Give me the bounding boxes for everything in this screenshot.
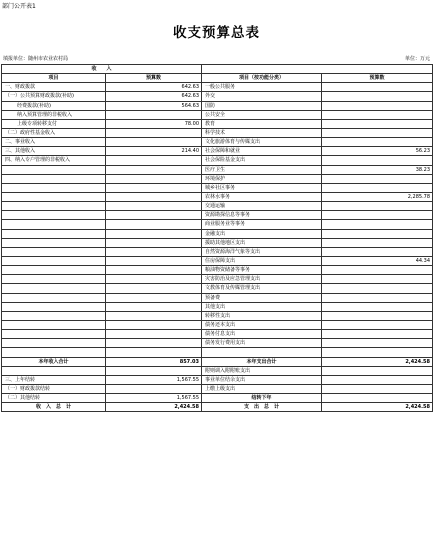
income-item [2,293,106,302]
expense-item: 文化旅游体育与传媒支出 [202,138,322,147]
table-row [2,119,433,128]
expense-item: 社会保险基金支出 [202,156,322,165]
expense-value: 2,424.58 [322,403,433,412]
income-value [106,174,202,183]
expense-item: 债务发行费用支出 [202,339,322,348]
table-row [2,110,433,119]
income-item [2,339,106,348]
income-item: 四、纳入专户管理的非税收入 [2,156,106,165]
income-item [2,302,106,311]
table-row [2,394,433,403]
expense-value [322,128,433,137]
income-item [2,202,106,211]
income-item [2,311,106,320]
income-value [106,138,202,147]
expense-value [322,375,433,384]
expense-item: 一般公共服务 [202,83,322,92]
income-item [2,247,106,256]
expense-value [322,202,433,211]
income-item: 二、事业收入 [2,138,106,147]
income-value [106,128,202,137]
income-value [106,330,202,339]
table-row [2,366,433,375]
income-value [106,275,202,284]
col-budget-right-header: 预算数 [322,74,433,83]
table-header [2,74,433,83]
income-value [106,229,202,238]
expense-value [322,394,433,403]
col-item-header: 项目 [2,74,106,83]
income-item: （二）政府性基金收入 [2,128,106,137]
expense-item: 本年支出合计 [202,357,322,366]
table-row [2,330,433,339]
expense-value [322,174,433,183]
income-item: 纳入预算管理的非税收入 [2,110,106,119]
income-value: 642.63 [106,92,202,101]
income-value [106,156,202,165]
table-row [2,138,433,147]
income-item [2,229,106,238]
income-item: 三、其他收入 [2,147,106,156]
income-value [106,183,202,192]
income-item: 经费拨款(补助) [2,101,106,110]
table-row [2,156,433,165]
income-value [106,348,202,357]
expense-group-header [202,65,433,74]
income-item: 收 入 总 计 [2,403,106,412]
expense-item: 粮油物资储备等事务 [202,266,322,275]
expense-value [322,384,433,393]
expense-value [322,229,433,238]
table-row [2,311,433,320]
expense-item: 城乡社区事务 [202,183,322,192]
expense-value [322,320,433,329]
table-row [2,375,433,384]
expense-item [202,348,322,357]
expense-item: 灾害防治及应急管理支出 [202,275,322,284]
table-row [2,165,433,174]
expense-value [322,110,433,119]
expense-value [322,293,433,302]
income-value: 1,567.55 [106,394,202,403]
income-value: 2,424.58 [106,403,202,412]
income-item: 上级专项转移支付 [2,119,106,128]
expense-value [322,366,433,375]
table-row [2,256,433,265]
table-row [2,101,433,110]
income-item: 一、财政拨款 [2,83,106,92]
income-item: 本年收入合计 [2,357,106,366]
expense-value [322,119,433,128]
expense-value: 56.23 [322,147,433,156]
expense-item: 农林水事务 [202,192,322,201]
unit-name: 填报单位：随州市农业农村局 [3,56,69,62]
expense-value [322,266,433,275]
expense-item: 预备费 [202,293,322,302]
table-row [2,220,433,229]
expense-item: 事业单位结余支出 [202,375,322,384]
income-item: （二）其他结转 [2,394,106,403]
income-value [106,293,202,302]
expense-item: 其他支出 [202,302,322,311]
income-value [106,202,202,211]
income-value [106,339,202,348]
expense-item: 上缴上级支出 [202,384,322,393]
expense-item: 住房保障支出 [202,256,322,265]
income-value [106,366,202,375]
table-row [2,357,433,366]
table-row [2,92,433,101]
expense-item: 公共安全 [202,110,322,119]
income-value [106,238,202,247]
expense-value [322,83,433,92]
income-value [106,220,202,229]
income-item [2,366,106,375]
expense-item: 支 出 总 计 [202,403,322,412]
expense-item: 国防 [202,101,322,110]
expense-value [322,302,433,311]
table-row [2,238,433,247]
income-value [106,247,202,256]
table-row [2,339,433,348]
document-code: 部门公开表1 [2,3,36,10]
expense-value [322,275,433,284]
expense-item: 金融支出 [202,229,322,238]
income-value [106,284,202,293]
col-budget-left-header: 预算数 [106,74,202,83]
expense-value [322,211,433,220]
expense-value [322,220,433,229]
table-row [2,266,433,275]
expense-item: 医疗卫生 [202,165,322,174]
table-row [2,202,433,211]
table-row [2,302,433,311]
expense-item: 资源勘探信息等事务 [202,211,322,220]
income-item [2,256,106,265]
expense-item: 外交 [202,92,322,101]
expense-value: 38.23 [322,165,433,174]
table-row [2,128,433,137]
income-value: 642.63 [106,83,202,92]
expense-item: 科学技术 [202,128,322,137]
expense-item: 商业服务业等事务 [202,220,322,229]
income-item [2,275,106,284]
income-item [2,238,106,247]
expense-item: 环境保护 [202,174,322,183]
income-value [106,192,202,201]
income-item [2,220,106,229]
income-item: （一）财政拨款结转 [2,384,106,393]
expense-item: 结转下年 [202,394,322,403]
income-value [106,384,202,393]
expense-item: 社会保障和就业 [202,147,322,156]
table-row [2,147,433,156]
expense-value [322,330,433,339]
income-item [2,348,106,357]
table-row [2,211,433,220]
table-row [2,229,433,238]
income-item: （一）公共预算财政拨款(补助) [2,92,106,101]
table-row [2,320,433,329]
expense-value [322,284,433,293]
expense-item: 教育 [202,119,322,128]
income-value [106,302,202,311]
expense-value: 44.34 [322,256,433,265]
income-value [106,110,202,119]
income-value [106,311,202,320]
expense-value: 2,424.58 [322,357,433,366]
table-row [2,403,433,412]
income-value: 857.03 [106,357,202,366]
expense-value [322,339,433,348]
income-item [2,266,106,275]
table-row [2,83,433,92]
expense-item: 债务还本支出 [202,320,322,329]
income-group-header: 收 入 [2,65,202,74]
expense-value: 2,285.78 [322,192,433,201]
col-expense-item-header: 项目（按功能分类） [202,74,322,83]
income-value [106,266,202,275]
expense-item: 文教体育及传媒管理支出 [202,284,322,293]
expense-value [322,311,433,320]
table-row [2,384,433,393]
unit-label: 单位：万元 [404,56,430,62]
income-item [2,165,106,174]
expense-item: 债务付息支出 [202,330,322,339]
income-value [106,256,202,265]
income-value [106,165,202,174]
expense-item: 交通运输 [202,202,322,211]
income-item [2,320,106,329]
table-row [2,192,433,201]
income-item [2,192,106,201]
page-title: 收支预算总表 [173,25,260,41]
income-item [2,211,106,220]
expense-value [322,183,433,192]
expense-value [322,92,433,101]
expense-item: 转移性支出 [202,311,322,320]
income-item [2,284,106,293]
table-row [2,174,433,183]
expense-item: 援助其他地区支出 [202,238,322,247]
table-header-group [2,65,433,74]
income-value: 78.00 [106,119,202,128]
income-item [2,330,106,339]
income-value: 564.63 [106,101,202,110]
table-row [2,348,433,357]
table-row [2,247,433,256]
table-row [2,183,433,192]
expense-value [322,101,433,110]
income-item [2,183,106,192]
expense-value [322,238,433,247]
income-item: 三、上年结转 [2,375,106,384]
table-row [2,293,433,302]
income-value: 214.40 [106,147,202,156]
income-value [106,211,202,220]
table-row [2,275,433,284]
expense-item: 附则调入附附账支出 [202,366,322,375]
budget-table [1,64,433,412]
expense-value [322,156,433,165]
expense-item: 自然资源海洋气象等支出 [202,247,322,256]
income-value [106,320,202,329]
expense-value [322,348,433,357]
income-value: 1,567.55 [106,375,202,384]
table-row [2,284,433,293]
expense-value [322,138,433,147]
expense-value [322,247,433,256]
income-item [2,174,106,183]
